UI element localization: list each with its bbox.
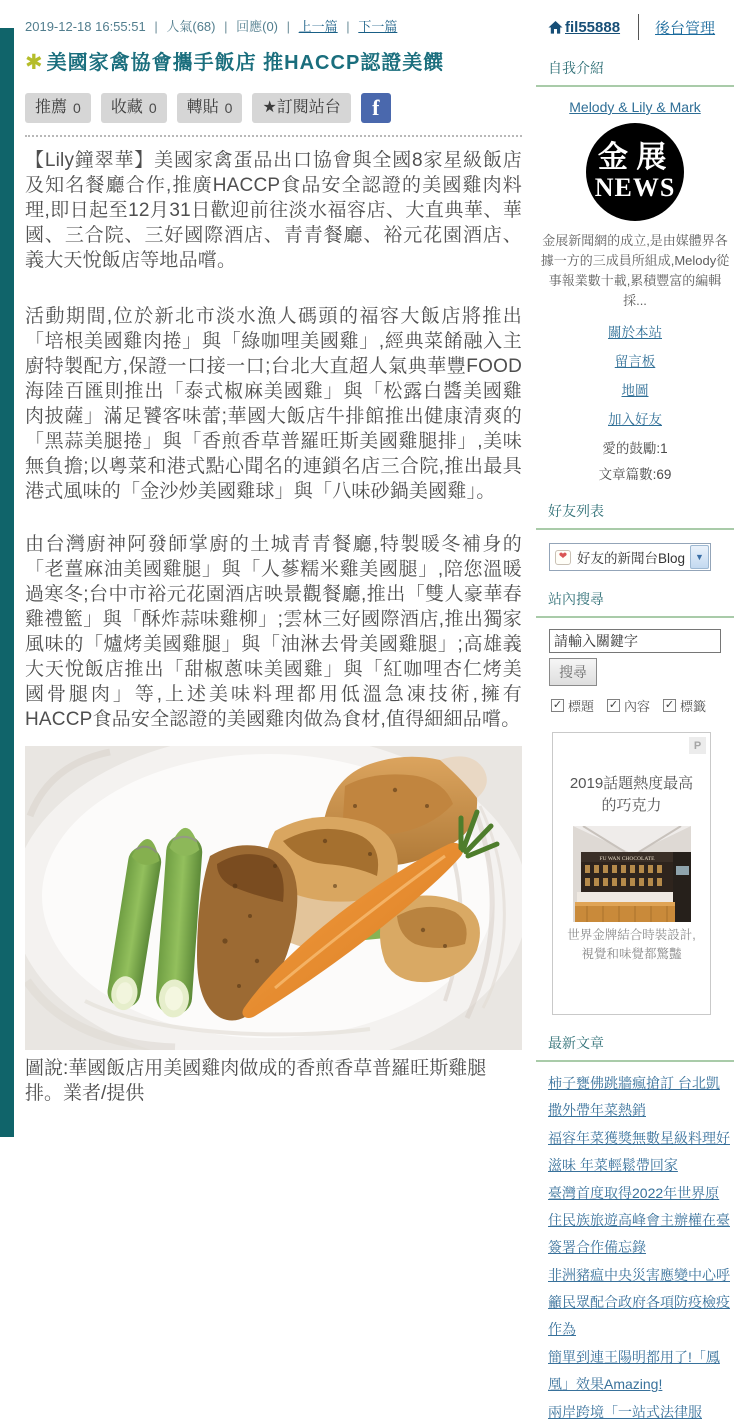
friends-heading: 好友列表	[548, 503, 604, 519]
asterisk-icon: ✱	[25, 51, 43, 74]
friends-blog-dropdown[interactable]	[549, 543, 711, 571]
section-divider	[536, 1060, 734, 1062]
heart-icon: ❤	[555, 550, 571, 565]
author-link[interactable]: Melody & Lily & Mark	[569, 99, 701, 115]
latest-articles-heading: 最新文章	[548, 1035, 604, 1051]
guestbook-link[interactable]: 留言板	[614, 354, 656, 369]
search-heading: 站內搜尋	[548, 591, 604, 607]
about-links	[536, 321, 734, 428]
search-filter-content[interactable]: ✓ 內容	[608, 699, 651, 714]
checkbox-checked-icon: ✓	[664, 699, 675, 711]
encourage-count: 1	[660, 441, 668, 456]
post-datetime: 2019-12-18 16:55:51	[25, 19, 146, 34]
article-meta: 2019-12-18 16:55:51 | 人氣(68) | 回應(0) | 上一篇 | 下一篇	[25, 19, 398, 34]
article-paragraph: 活動期間,位於新北市淡水漁人碼頭的福容大飯店將推出「培根美國雞肉捲」與「綠咖哩美國雞」,經典菜餚融入主廚特製配方,保證一口接一口;台北大直超人氣典華豐FOOD海陸百匯則推出「泰式椒麻美國雞」與「松露白醬美國雞肉披薩」滿足饕客味蕾;華國大飯店牛排館推出健康清爽的「黑蒜美腿捲」與「香煎香草普羅旺斯美國雞腿排」,美味無負擔;以粵菜和港式點心聞名的連鎖名店三合院,推出最具港式風味的「金沙炒美國雞球」與「八味砂鍋美國雞」。	[25, 306, 522, 502]
chevron-down-icon[interactable]: ▼	[690, 545, 709, 569]
next-post-link[interactable]: 下一篇	[358, 19, 398, 34]
ad-description: 世界金牌結合時裝設計,視覺和味覺都驚豔	[567, 928, 696, 961]
encourage-stat: 愛的鼓勵:1	[602, 441, 668, 456]
latest-article-link[interactable]: 福容年菜獲獎無數星級料理好滋味 年菜輕鬆帶回家	[548, 1130, 730, 1173]
food-photo	[25, 746, 522, 1050]
latest-articles-list	[536, 1070, 734, 1426]
recommend-count: 0	[73, 100, 81, 116]
subscribe-button[interactable]: ★訂閱站台	[252, 93, 350, 123]
dropdown-selected-label: 好友的新聞台Blog	[577, 551, 686, 566]
site-logo[interactable]	[586, 123, 684, 221]
vertical-divider	[638, 14, 639, 40]
dotted-divider	[25, 135, 522, 137]
latest-article-link[interactable]: 臺灣首度取得2022年世界原住民族旅遊高峰會主辦權在臺簽署合作備忘錄	[548, 1185, 730, 1255]
about-description: 金展新聞網的成立,是由媒體界各據一方的三成員所組成,Melody從事報業數十載,累積豐富的編輯採...	[540, 233, 730, 308]
photo-caption: 圖說:華國飯店用美國雞肉做成的香煎香草普羅旺斯雞腿排。業者/提供	[25, 1058, 487, 1104]
section-divider	[536, 616, 734, 618]
replies-count: 回應(0)	[236, 19, 279, 34]
ad-widget[interactable]	[552, 732, 711, 1015]
article-paragraph: 由台灣廚神阿發師掌廚的土城青青餐廳,特製暖冬補身的「老薑麻油美國雞腿」與「人蔘糯米雞美國腿」,陪您溫暖過寒冬;台中市裕元花園酒店映景觀餐廳,推出「雙人豪華春雞禮籃」與「酥炸蒜味雞柳」;雲林三好國際酒店,推出獨家風味的「爐烤美國雞腿」與「油淋去骨美國雞腿」;高雄義大天悅飯店推出「甜椒蔥味美國雞」與「紅咖哩杏仁烤美國骨腿肉」等,上述美味料理都用低溫急凍技術,擁有HACCP食品安全認證的美國雞肉做為食材,值得細細品嚐。	[25, 534, 522, 730]
section-divider	[536, 528, 734, 530]
about-heading: 自我介紹	[548, 60, 604, 76]
search-button[interactable]: 搜尋	[549, 658, 597, 686]
about-site-link[interactable]: 關於本站	[608, 325, 662, 340]
search-filter-tag[interactable]: ✓ 標籤	[664, 699, 707, 714]
admin-link[interactable]: 後台管理	[655, 19, 716, 37]
left-accent-stripe	[0, 28, 14, 1137]
logo-text-en: NEWS	[594, 173, 676, 202]
page-title: 美國家禽協會攜手飯店 推HACCP認證美饌	[46, 52, 445, 74]
top-nav	[536, 14, 734, 40]
article-paragraph: 【Lily鐘翠華】美國家禽蛋品出口協會與全國8家星級飯店及知名餐廳合作,推廣HACCP食品安全認證的美國雞肉料理,即日起至12月31日歡迎前往淡水福容店、大直典華、華國、三合院、三好國際酒店、青青餐廳、裕元花園酒店、義大天悅飯店等地品嚐。	[25, 150, 522, 271]
facebook-share-icon[interactable]: f	[361, 93, 391, 123]
article-count-stat: 文章篇數:69	[598, 467, 672, 482]
search-filter-row	[551, 696, 734, 715]
search-filter-title[interactable]: ✓ 標題	[552, 699, 595, 714]
sitemap-link[interactable]: 地圖	[621, 383, 649, 398]
latest-article-link[interactable]: 簡單到連王陽明都用了!「鳳凰」效果Amazing!	[548, 1349, 720, 1392]
add-friend-link[interactable]: 加入好友	[608, 412, 662, 427]
sidebar	[536, 14, 734, 1426]
collect-button[interactable]: 收藏 0	[101, 93, 167, 123]
logo-text-cn: 金 展	[598, 141, 667, 174]
latest-article-link[interactable]: 兩岸跨境「一站式法律服	[548, 1404, 702, 1420]
hits-count: 人氣(68)	[166, 19, 216, 34]
repost-count: 0	[224, 100, 233, 116]
latest-article-link[interactable]: 非洲豬瘟中央災害應變中心呼籲民眾配合政府各項防疫檢疫作為	[548, 1267, 730, 1337]
article-count: 69	[656, 467, 672, 482]
checkbox-checked-icon: ✓	[608, 699, 619, 711]
repost-button[interactable]: 轉貼 0	[177, 93, 243, 123]
action-button-row	[25, 93, 522, 123]
recommend-button[interactable]: 推薦 0	[25, 93, 91, 123]
svg-text:FU WAN CHOCOLATE: FU WAN CHOCOLATE	[599, 856, 654, 862]
ad-image	[573, 826, 691, 922]
latest-article-link[interactable]: 柿子甕佛跳牆瘋搶訂 台北凱撒外帶年菜熱銷	[548, 1075, 720, 1118]
prev-post-link[interactable]: 上一篇	[298, 19, 338, 34]
article-column	[25, 16, 522, 1106]
ad-title: 2019話題熱度最高的巧克力	[569, 775, 694, 814]
checkbox-checked-icon: ✓	[552, 699, 563, 711]
ad-p-badge[interactable]: P	[689, 737, 706, 754]
search-input[interactable]	[549, 629, 721, 653]
home-account-link[interactable]: fil55888	[548, 19, 620, 36]
home-icon	[548, 20, 563, 35]
collect-count: 0	[148, 100, 157, 116]
